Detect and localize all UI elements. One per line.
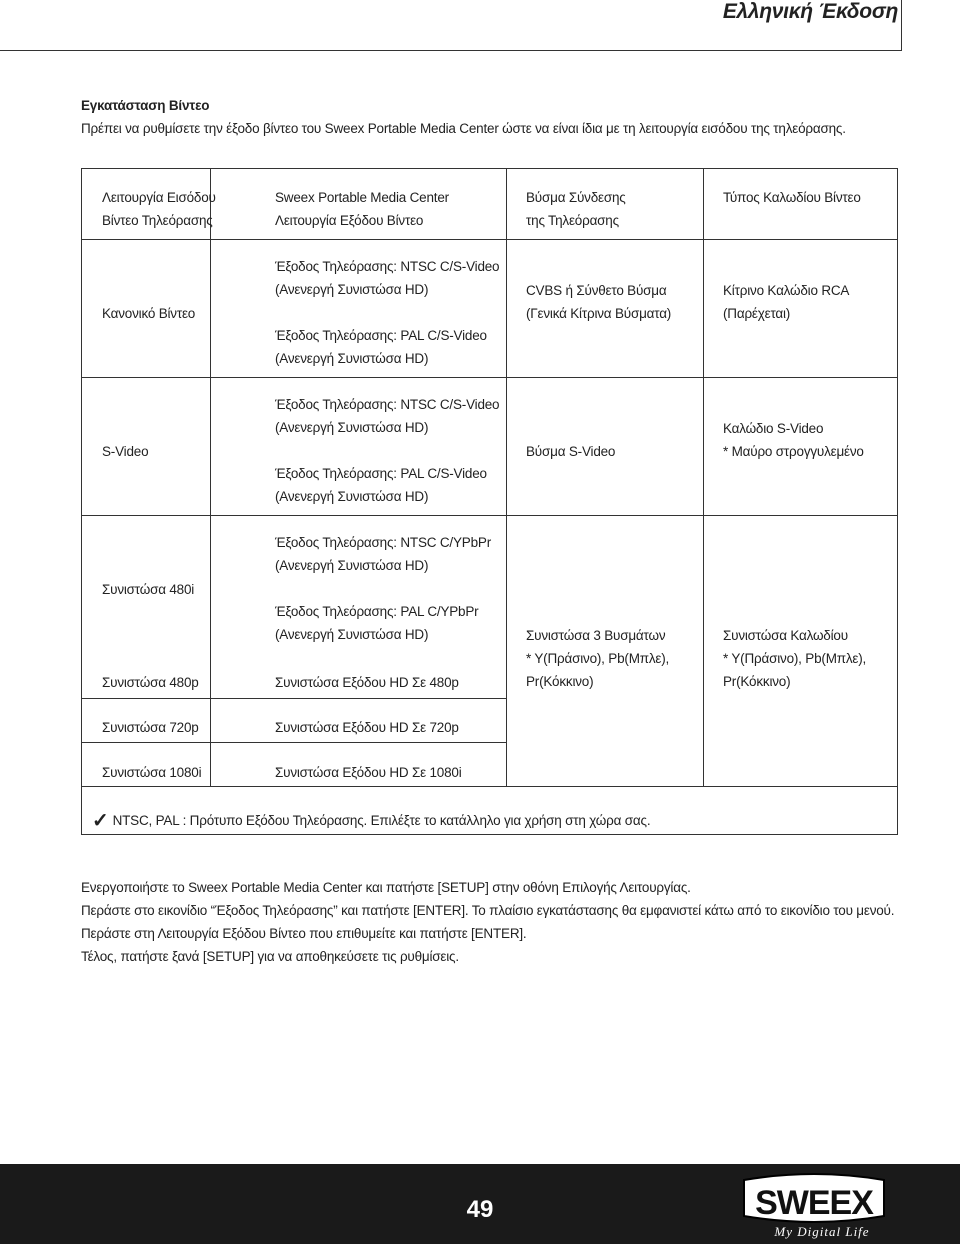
col-divider: [506, 169, 507, 786]
output-line: Έξοδος Τηλεόρασης: PAL C/S-Video: [275, 328, 487, 343]
row3-output-480p: Συνιστώσα Εξόδου HD Σε 480p: [275, 675, 459, 690]
row-divider: [82, 239, 897, 240]
row-divider: [82, 742, 506, 743]
logo-wordmark: SWEEX: [755, 1184, 873, 1222]
row-divider: [82, 698, 506, 699]
cable-line: * Μαύρο στρογγυλεμένο: [723, 444, 864, 459]
row-1080i-mode: Συνιστώσα 1080i: [102, 765, 202, 780]
cable-line: Καλώδιο S-Video: [723, 421, 824, 436]
instruction-line: Ενεργοποιήστε το Sweex Portable Media Center και πατήστε [SETUP] στην οθόνη Επιλογής Λειτουργίας.: [81, 880, 691, 895]
instruction-line: Περάστε στη Λειτουργία Εξόδου Βίντεο που επιθυμείτε και πατήστε [ENTER].: [81, 926, 527, 941]
row3-mode-480i: Συνιστώσα 480i: [102, 582, 195, 597]
row3-cable: [723, 624, 866, 693]
connector-line: Pr(Κόκκινο): [526, 674, 594, 689]
header-connector: [526, 186, 626, 232]
row2-mode: S-Video: [102, 444, 149, 459]
header-cable: [723, 186, 861, 209]
table-note: [92, 808, 650, 832]
row1-cable: [723, 279, 849, 325]
row2-connector: [526, 440, 615, 463]
header-rule: [0, 50, 902, 51]
col-divider: [703, 169, 704, 786]
section-intro: Πρέπει να ρυθμίσετε την έξοδο βίντεο του Sweex Portable Media Center ώστε να είναι ίδια με τη λειτουργία εισόδου της τηλεόρασης.: [81, 121, 846, 136]
cable-line: Συνιστώσα Καλωδίου: [723, 628, 848, 643]
header-divider: [901, 0, 902, 51]
header-line: Λειτουργία Εξόδου Βίντεο: [275, 213, 424, 228]
note-text: NTSC, PAL : Πρότυπο Εξόδου Τηλεόρασης. Επιλέξτε το κατάλληλο για χρήση στη χώρα σας.: [112, 813, 651, 828]
header-line: της Τηλεόρασης: [526, 213, 619, 228]
instructions: [81, 876, 901, 968]
row-1080i-output: Συνιστώσα Εξόδου HD Σε 1080i: [275, 765, 462, 780]
connector-line: Συνιστώσα 3 Βυσμάτων: [526, 628, 666, 643]
section-title: Εγκατάσταση Βίντεο: [81, 98, 210, 113]
row-divider: [82, 515, 897, 516]
col-divider: [210, 169, 211, 786]
output-line: Έξοδος Τηλεόρασης: NTSC C/S-Video: [275, 259, 500, 274]
output-line: Έξοδος Τηλεόρασης: PAL C/S-Video: [275, 466, 487, 481]
connector-line: * Y(Πράσινο), Pb(Μπλε),: [526, 651, 670, 666]
output-line: (Ανενεργή Συνιστώσα HD): [275, 627, 429, 642]
output-line: (Ανενεργή Συνιστώσα HD): [275, 351, 429, 366]
output-line: Έξοδος Τηλεόρασης: NTSC C/S-Video: [275, 397, 500, 412]
connector-line: Βύσμα S-Video: [526, 444, 616, 459]
page-number: 49: [466, 1196, 494, 1223]
connector-line: (Γενικά Κίτρινα Βύσματα): [526, 306, 672, 321]
intro-section: [81, 94, 911, 140]
row3-connector: [526, 624, 669, 693]
row1-connector: [526, 279, 671, 325]
row-720p-output: Συνιστώσα Εξόδου HD Σε 720p: [275, 720, 459, 735]
cable-line: Pr(Κόκκινο): [723, 674, 791, 689]
row-divider: [82, 377, 897, 378]
row2-cable: [723, 417, 864, 463]
row-720p-mode: Συνιστώσα 720p: [102, 720, 199, 735]
header-output-mode: [275, 186, 449, 232]
logo-tagline: My Digital Life: [774, 1224, 870, 1239]
output-line: Έξοδος Τηλεόρασης: NTSC C/YPbPr: [275, 535, 492, 550]
cable-line: * Y(Πράσινο), Pb(Μπλε),: [723, 651, 867, 666]
row1-output: [275, 255, 499, 370]
header-input-mode: [102, 186, 216, 232]
header-line: Βίντεο Τηλεόρασης: [102, 213, 213, 228]
output-line: (Ανενεργή Συνιστώσα HD): [275, 558, 429, 573]
output-line: (Ανενεργή Συνιστώσα HD): [275, 282, 429, 297]
output-line: (Ανενεργή Συνιστώσα HD): [275, 420, 429, 435]
cable-line: (Παρέχεται): [723, 306, 791, 321]
header-line: Sweex Portable Media Center: [275, 190, 449, 205]
row2-output: [275, 393, 499, 508]
sweex-logo-icon: [738, 1170, 890, 1242]
instruction-line: Τέλος, πατήστε ξανά [SETUP] για να αποθηκεύσετε τις ρυθμίσεις.: [81, 949, 459, 964]
checkmark-icon: ✓: [92, 810, 109, 832]
row3-output-480i: [275, 531, 491, 646]
video-mode-table: [81, 168, 898, 835]
row1-mode: Κανονικό Βίντεο: [102, 306, 196, 321]
connector-line: CVBS ή Σύνθετο Βύσμα: [526, 283, 667, 298]
row3-mode-480p: Συνιστώσα 480p: [102, 675, 199, 690]
header-line: Λειτουργία Εισόδου: [102, 190, 216, 205]
row-divider: [82, 786, 897, 787]
header-line: Τύπος Καλωδίου Βίντεο: [723, 190, 861, 205]
header-line: Βύσμα Σύνδεσης: [526, 190, 626, 205]
instruction-line: Περάστε στο εικονίδιο “Έξοδος Τηλεόρασης” και πατήστε [ENTER]. Το πλαίσιο εγκατάστασης θα εμφανιστεί κάτω από το εικονίδιο του μενού.: [81, 903, 895, 918]
header-title: Ελληνική Έκδοση: [722, 0, 898, 23]
cable-line: Κίτρινο Καλώδιο RCA: [723, 283, 850, 298]
output-line: (Ανενεργή Συνιστώσα HD): [275, 489, 429, 504]
output-line: Έξοδος Τηλεόρασης: PAL C/YPbPr: [275, 604, 479, 619]
